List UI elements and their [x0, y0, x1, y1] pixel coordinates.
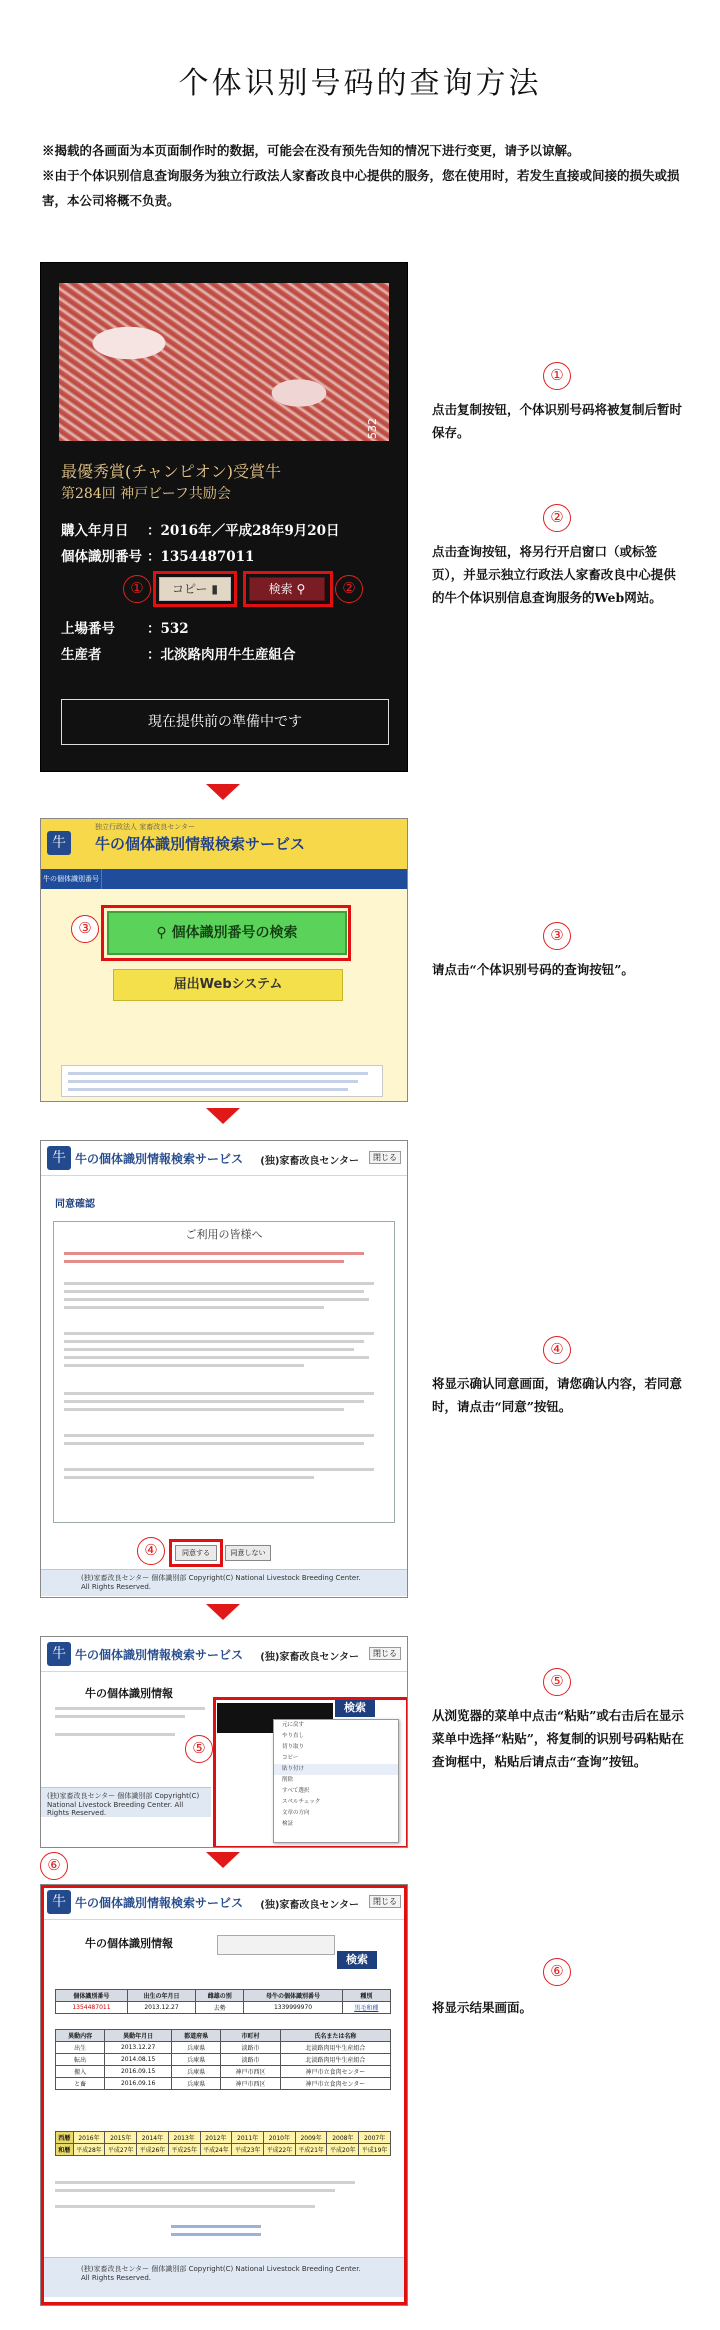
lot-number-row	[61, 617, 189, 637]
report-web-button[interactable]: 届出Webシステム	[113, 969, 343, 1001]
highlight-box	[41, 1885, 407, 2305]
close-button[interactable]: 閉じる	[369, 1151, 401, 1164]
step-marker: ①	[543, 362, 571, 390]
row-value: ：2016年／平成28年9月20日	[147, 523, 340, 539]
purchase-date-row	[61, 519, 340, 539]
terms-line	[64, 1332, 374, 1335]
terms-box	[53, 1221, 395, 1523]
service-title: 牛の個体識別情報検索サービス	[75, 1152, 244, 1166]
notice-line: ※揭载的各画面为本页面制作时的数据，可能会在没有预先告知的情况下进行变更，请予以谅解。	[42, 143, 580, 158]
highlight-box	[213, 1697, 408, 1848]
menu-item[interactable]: すべて選択	[282, 1788, 310, 1794]
terms-heading: ご利用の皆様へ	[185, 1228, 263, 1241]
step-marker: ②	[543, 504, 571, 532]
terms-line	[64, 1306, 324, 1309]
search-button[interactable]: 検索 ⚲	[249, 577, 325, 601]
step-marker: ③	[71, 915, 99, 943]
id-search-button[interactable]: ⚲ 個体識別番号の検索	[107, 911, 347, 955]
search-icon: ⚲	[296, 582, 306, 596]
agree-button[interactable]: 同意する	[175, 1545, 217, 1561]
terms-line	[64, 1356, 369, 1359]
org-name: 独立行政法人 家畜改良センター	[95, 823, 195, 831]
menu-item[interactable]: コピー	[282, 1755, 299, 1761]
terms-line	[64, 1392, 374, 1395]
news-line	[68, 1080, 358, 1083]
step-marker: ⑤	[543, 1668, 571, 1696]
center-name: (独)家畜改良センター	[260, 1156, 359, 1167]
down-arrow-icon	[206, 1604, 240, 1620]
row-label: 個体識別番号	[61, 549, 142, 565]
site-header	[41, 1637, 407, 1672]
step-description: 将显示确认同意画面，请您确认内容，若同意时，请点击“同意”按钮。	[432, 1376, 683, 1414]
disagree-button[interactable]: 同意しない	[225, 1545, 271, 1561]
beef-photo	[59, 283, 389, 441]
year-conversion-table: 西暦 2016年 2015年 2014年 2013年 2012年 2011年 2010年 2009年 2008年 2007年 和暦 平成28年 平成27年 平成26年 平成25年 平成24年 平成23年 平成22年 平成21年 平成20年 平成19年	[55, 2131, 391, 2156]
nav-item[interactable]: 牛の個体識別番号	[41, 869, 102, 909]
text-line	[55, 1715, 185, 1718]
service-title: 牛の個体識別情報検索サービス	[95, 835, 306, 853]
step-marker: ③	[543, 922, 571, 950]
terms-line	[64, 1364, 304, 1367]
search-button[interactable]: 検索	[335, 1699, 375, 1717]
news-list	[61, 1065, 383, 1097]
step-description: 将显示结果画面。	[432, 2000, 533, 2015]
photo-number: 532	[366, 418, 379, 439]
step-marker: ④	[543, 1336, 571, 1364]
service-top-screenshot	[40, 818, 408, 1102]
news-line	[68, 1088, 348, 1091]
site-header	[41, 819, 407, 869]
cow-logo-icon: 牛	[47, 1146, 71, 1170]
terms-line	[64, 1340, 364, 1343]
down-arrow-icon	[206, 1852, 240, 1868]
site-footer: (独)家畜改良センター 個体識別部 Copyright(C) National Livestock Breeding Center. All Rights Reserved.	[41, 1787, 211, 1817]
history-table: 異動内容 異動年月日 都道府県 市町村 氏名または名称 出生 2013.12.27 兵庫県 淡路市 北淡路肉用牛生産組合 転出 2014.08.15 兵庫県 淡路市 北淡路肉用牛生産組合 搬入 2016.09.15 兵庫県 神戸市西区 神戸市立食肉センター と畜 2016.09.16 兵庫県 神戸市西区 神戸市立食肉センター	[55, 2029, 391, 2090]
row-value: ：1354487011	[147, 549, 255, 565]
notice-line: ※由于个体识别信息查询服务为独立行政法人家畜改良中心提供的服务，您在使用时，若发生直接或间接的损失或损害，本公司将概不负责。	[42, 168, 680, 208]
center-name: (独)家畜改良センター	[260, 1652, 359, 1663]
info-title: 牛の個体識別情報	[85, 1937, 173, 1950]
close-button[interactable]: 閉じる	[369, 1895, 401, 1908]
step-description: 点击查询按钮，将另行开启窗口（或标签页），并显示独立行政法人家畜改良中心提供的牛个体识别信息查询服务的Web网站。	[432, 544, 676, 605]
menu-item[interactable]: スペルチェック	[282, 1799, 321, 1805]
terms-line	[64, 1282, 374, 1285]
menu-item-paste[interactable]: 貼り付け	[274, 1764, 398, 1775]
terms-line	[64, 1400, 364, 1403]
association-text: 第284回 神戸ビーフ共励会	[61, 486, 231, 502]
site-footer: (独)家畜改良センター 個体識別部 Copyright(C) National Livestock Breeding Center. All Rights Reserved.	[41, 1569, 407, 1596]
search-paste-screenshot	[40, 1636, 408, 1848]
notice-block	[42, 138, 682, 213]
row-value: ：北淡路肉用牛生産組合	[147, 647, 296, 663]
step-marker: ②	[335, 575, 363, 603]
consent-heading: 同意確認	[55, 1199, 95, 1210]
id-number-row	[61, 545, 254, 565]
menu-item[interactable]: 文章の方向	[282, 1810, 310, 1816]
step-marker: ⑤	[185, 1735, 213, 1763]
menu-item[interactable]: 削除	[282, 1777, 294, 1783]
result-screenshot	[40, 1884, 408, 2306]
row-value: ：532	[147, 621, 189, 637]
row-label: 購入年月日	[61, 523, 129, 539]
site-header	[41, 1141, 407, 1176]
cow-logo-icon: 牛	[47, 831, 71, 855]
down-arrow-icon	[206, 1108, 240, 1124]
terms-line	[64, 1468, 374, 1471]
menu-item[interactable]: 元に戻す	[282, 1722, 305, 1728]
row-label: 上場番号	[61, 621, 115, 637]
row-label: 生産者	[61, 647, 102, 663]
terms-line	[64, 1434, 374, 1437]
step-marker: ④	[137, 1537, 165, 1565]
consent-screenshot	[40, 1140, 408, 1598]
step-description: 点击复制按钮，个体识别号码将被复制后暂时保存。	[432, 402, 683, 440]
news-line	[68, 1072, 368, 1075]
award-text: 最優秀賞(チャンピオン)受賞牛	[61, 462, 282, 481]
copy-icon: ▮	[211, 582, 218, 596]
step-description: 请点击“个体识别号码的查询按钮”。	[432, 962, 634, 977]
step-marker: ①	[123, 575, 151, 603]
site-footer: (独)家畜改良センター 個体識別部 Copyright(C) National Livestock Breeding Center. All Rights Reserved.	[41, 2257, 407, 2297]
info-title: 牛の個体識別情報	[85, 1687, 173, 1700]
close-button[interactable]: 閉じる	[369, 1647, 401, 1660]
terms-line	[64, 1260, 344, 1263]
text-line	[55, 1733, 175, 1736]
terms-line	[64, 1252, 364, 1255]
step-marker: ⑥	[543, 1958, 571, 1986]
page-title: 个体识别号码的查询方法	[178, 66, 542, 101]
step-marker: ⑥	[40, 1852, 68, 1880]
cow-logo-icon: 牛	[47, 1642, 71, 1666]
menu-item[interactable]: 切り取り	[282, 1744, 305, 1750]
service-title: 牛の個体識別情報検索サービス	[75, 1896, 244, 1910]
terms-line	[64, 1408, 344, 1411]
step-description: 从浏览器的菜单中点击“粘贴”或右击后在显示菜单中选择“粘贴”，将复制的识别号码粘贴在查询框中，粘贴后请点击“查询”按钮。	[432, 1708, 684, 1769]
copy-button[interactable]: コピー ▮	[159, 577, 231, 601]
menu-item[interactable]: やり直し	[282, 1733, 305, 1739]
center-name: (独)家畜改良センター	[260, 1900, 359, 1911]
terms-line	[64, 1290, 364, 1293]
preparing-notice-button[interactable]: 現在提供前の準備中です	[61, 699, 389, 745]
cow-logo-icon: 牛	[47, 1890, 71, 1914]
site-nav	[41, 869, 407, 889]
search-icon: ⚲	[156, 925, 167, 941]
menu-item[interactable]: 検証	[282, 1821, 294, 1827]
basic-info-table: 個体識別番号 出生の年月日 雌雄の別 母牛の個体識別番号 種別 1354487011 2013.12.27 去勢 1339999970 黒毛和種	[55, 1989, 391, 2014]
service-title: 牛の個体識別情報検索サービス	[75, 1648, 244, 1662]
producer-row	[61, 643, 296, 663]
search-button[interactable]: 検索	[337, 1951, 377, 1969]
text-line	[55, 1707, 205, 1710]
terms-line	[64, 1348, 354, 1351]
terms-line	[64, 1442, 364, 1445]
product-card-screenshot	[40, 262, 408, 772]
terms-line	[64, 1298, 369, 1301]
terms-line	[64, 1476, 314, 1479]
down-arrow-icon	[206, 784, 240, 800]
